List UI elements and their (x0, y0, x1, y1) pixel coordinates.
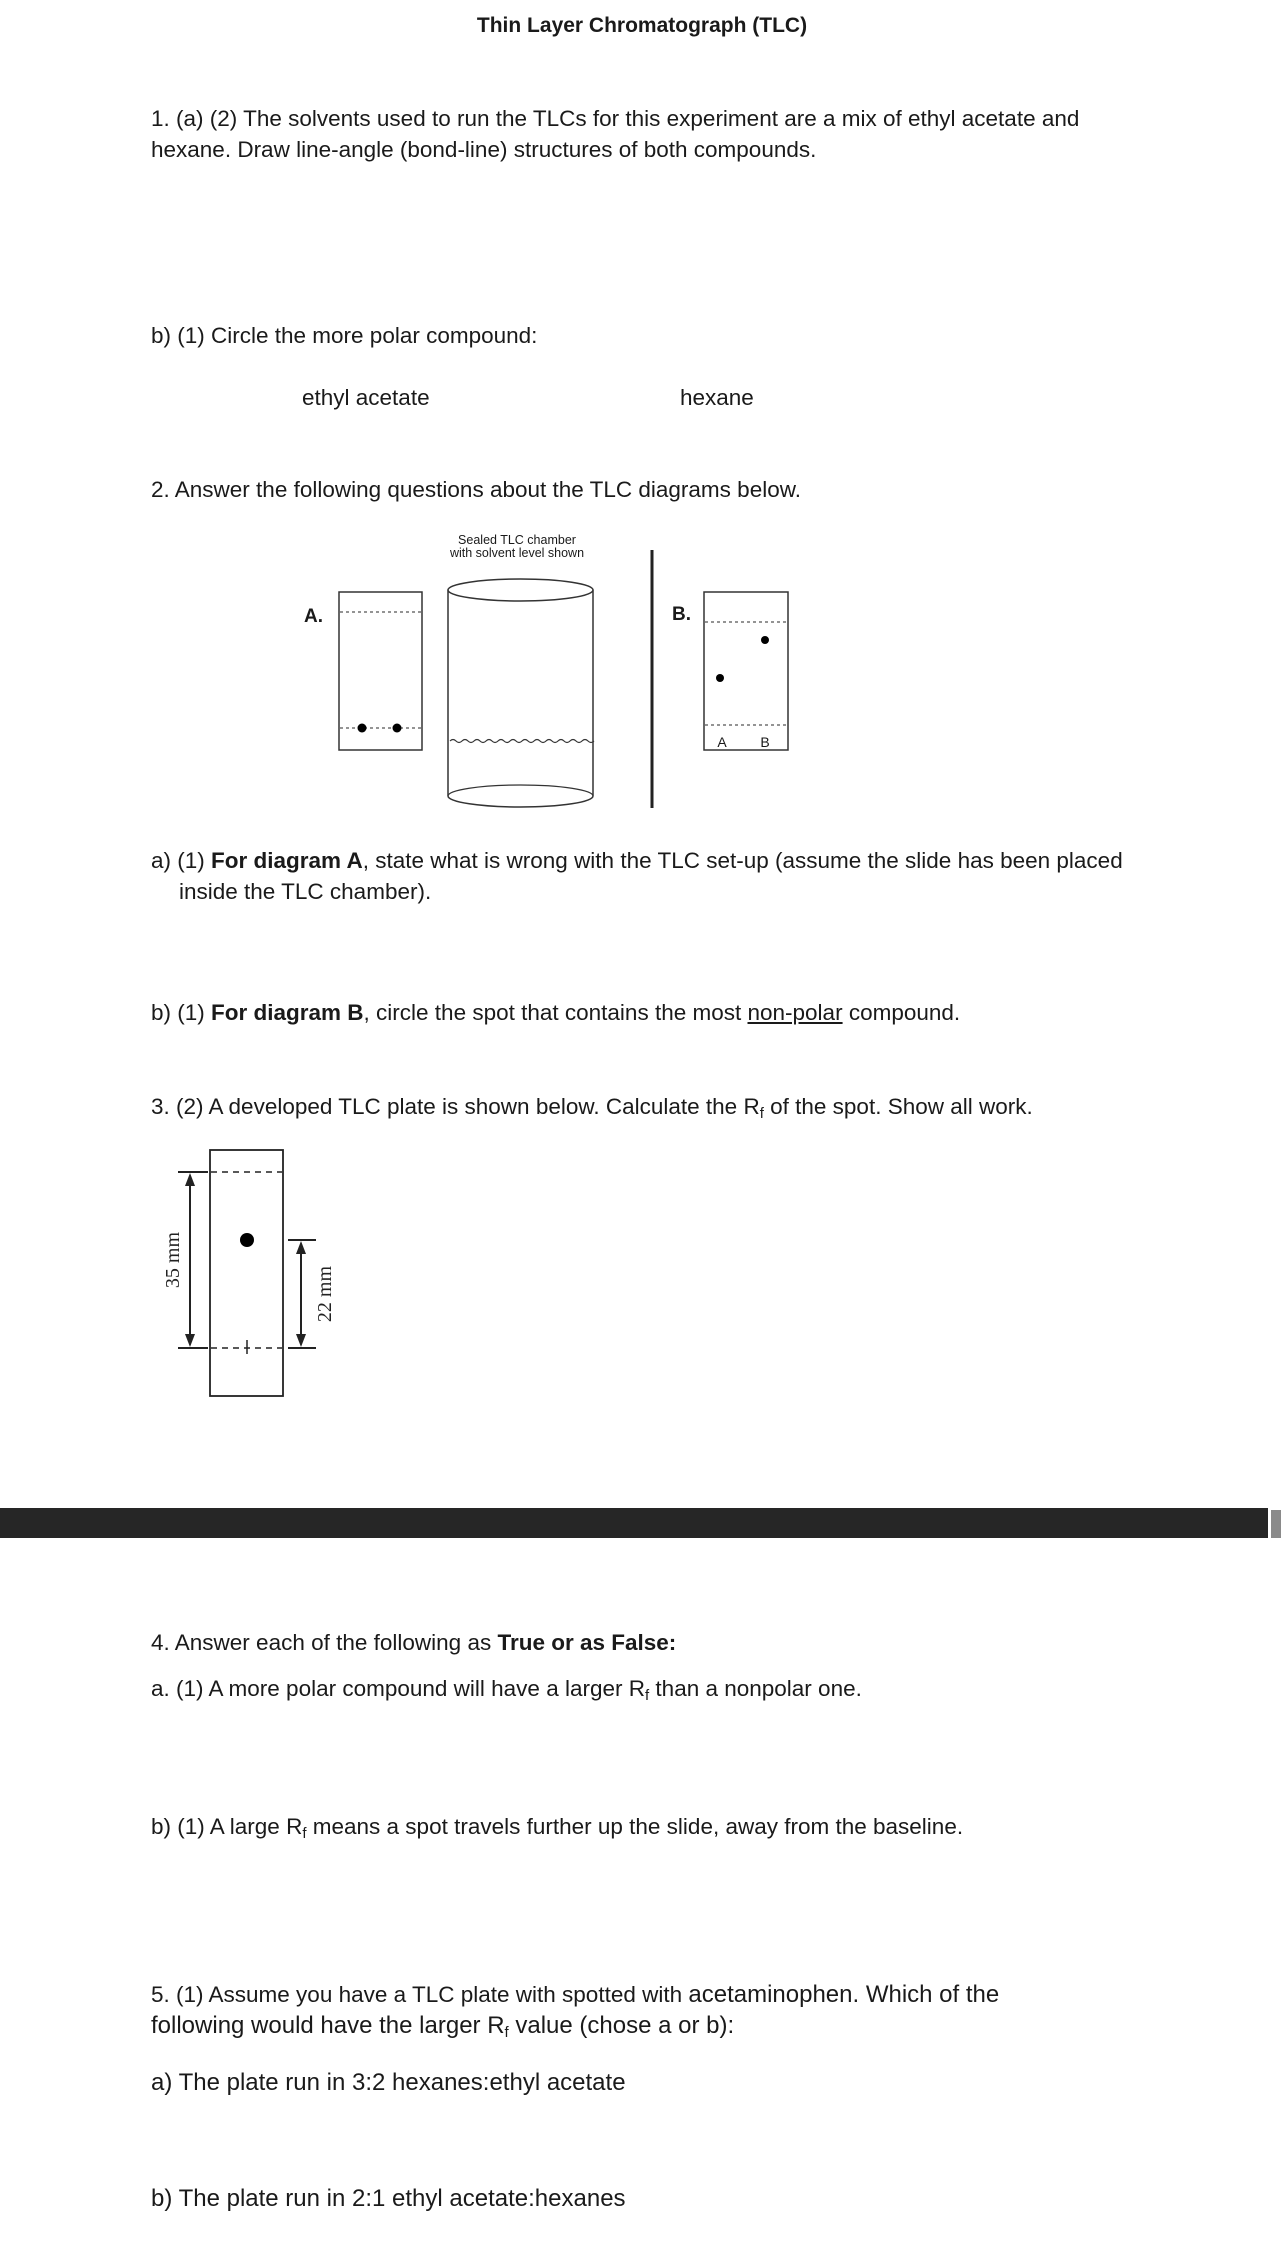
chamber-solvent-level (450, 740, 594, 743)
rf-plate-diagram (160, 1140, 350, 1405)
diagram-a-plate (339, 592, 422, 750)
lane-a-label: A (717, 734, 727, 750)
spot-distance-label: 22 mm (314, 1265, 336, 1323)
page-divider (0, 1508, 1268, 1538)
diagram-a-spot-1 (358, 724, 367, 733)
chamber-label-line1: Sealed TLC chamber (458, 533, 576, 547)
option-hexane[interactable]: hexane (680, 385, 754, 410)
q3-prompt: 3. (2) A developed TLC plate is shown below. Calculate the $R_f$ of the spot. Show all work. (151, 1094, 1033, 1122)
diagram-a-spot-2 (393, 724, 402, 733)
q4-prompt: 4. Answer each of the following as True or as False: (151, 1630, 677, 1655)
q5-option-b[interactable]: b) The plate run in 2:1 ethyl acetate:hexanes (151, 2185, 626, 2212)
page-divider-end (1271, 1510, 1281, 1538)
diagram-b-spot-a (716, 674, 724, 682)
diagram-a-label: A. (304, 606, 323, 627)
q5-option-a[interactable]: a) The plate run in 3:2 hexanes:ethyl acetate (151, 2069, 626, 2096)
q5-line1: 5. (1) Assume you have a TLC plate with spotted with acetaminophen. Which of the (151, 1981, 1000, 2008)
rf-spot (240, 1233, 254, 1247)
q4a-line: a. (1) A more polar compound will have a larger $R_f$ than a nonpolar one. (151, 1676, 862, 1704)
q1b-prompt: b) (1) Circle the more polar compound: (151, 323, 538, 348)
q5-line2: following would have the larger $R_f$ value (chose a or b): (151, 2012, 735, 2041)
q2-prompt: 2. Answer the following questions about the TLC diagrams below. (151, 477, 801, 502)
page-title: Thin Layer Chromatograph (TLC) (476, 14, 808, 37)
lane-b-label: B (760, 734, 770, 750)
q2b-line: b) (1) For diagram B, circle the spot that contains the most non-polar compound. (151, 1000, 961, 1025)
diagram-b-plate (704, 592, 788, 750)
chamber-label-line2: with solvent level shown (449, 546, 585, 560)
rf-plate (210, 1150, 283, 1396)
q1a-line2: hexane. Draw line-angle (bond-line) structures of both compounds. (151, 137, 817, 162)
q2a-line1: a) (1) For diagram A, state what is wrong with the TLC set-up (assume the slide has been placed (151, 848, 1123, 873)
diagram-b-spot-b (761, 636, 769, 644)
spot-distance-arrow (288, 1240, 316, 1348)
q4b-line: b) (1) A large $R_f$ means a spot travels further up the slide, away from the baseline. (151, 1814, 964, 1842)
tlc-diagrams (290, 530, 810, 815)
q1a-line1: 1. (a) (2) The solvents used to run the TLCs for this experiment are a mix of ethyl acetate and (151, 106, 1080, 131)
option-ethyl-acetate[interactable]: ethyl acetate (302, 385, 430, 410)
diagram-b-label: B. (672, 604, 691, 625)
q2a-line2: inside the TLC chamber). (179, 879, 432, 904)
solvent-distance-label: 35 mm (162, 1231, 184, 1289)
tlc-chamber (448, 579, 594, 807)
